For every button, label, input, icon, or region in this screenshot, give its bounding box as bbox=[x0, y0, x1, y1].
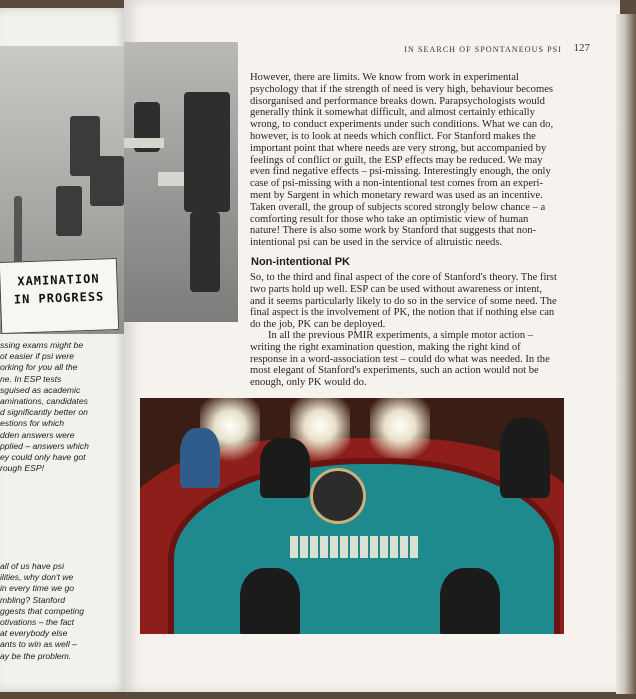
sign-line-1: XAMINATION bbox=[17, 271, 100, 289]
paragraph-pmir bbox=[250, 330, 568, 389]
text-line: response in a word-association test – could do what was needed. In the bbox=[250, 353, 550, 365]
caption-exam bbox=[0, 340, 118, 474]
page-number: 127 bbox=[573, 42, 590, 54]
sign-line-2: IN PROGRESS bbox=[13, 289, 105, 307]
desk bbox=[124, 138, 164, 148]
text-line: even find negative effects – psi-missing. Interestingly enough, the only bbox=[250, 166, 551, 178]
running-head: IN SEARCH OF SPONTANEOUS PSI bbox=[404, 45, 562, 54]
text-line: So, to the third and final aspect of the core of Stanford's theory. The first bbox=[250, 272, 557, 283]
betting-grid bbox=[290, 536, 420, 558]
caption-line: ggests that competing bbox=[0, 605, 85, 616]
caption-line: aminations, candidates bbox=[0, 396, 88, 407]
text-line: generally think it somewhat difficult, and almost certainly ethically bbox=[250, 107, 535, 119]
text-line: In all the previous PMIR experiments, a simple motor action – bbox=[268, 330, 534, 341]
caption-line: otivations – the fact bbox=[0, 617, 75, 628]
player-figure bbox=[260, 438, 310, 498]
caption-line: ants to win as well – bbox=[0, 639, 77, 650]
caption-line: ey could only have got bbox=[0, 452, 86, 463]
text-line: nature! There is also some work by Stanford that suggests that non- bbox=[250, 225, 537, 237]
caption-line: sguised as academic bbox=[0, 384, 81, 395]
caption-line: in every time we go bbox=[0, 583, 75, 594]
caption-line: all of us have psi bbox=[0, 561, 65, 571]
text-line: wrong, to conduct experiments under such conditions. What we can do, bbox=[250, 119, 554, 131]
section-heading: Non-intentional PK bbox=[251, 256, 350, 268]
caption-line: rough ESP! bbox=[0, 463, 44, 474]
text-line: feelings of conflict or guilt, the ESP effects may be reduced. We may bbox=[250, 154, 543, 166]
player-figure bbox=[240, 568, 300, 634]
caption-gambling bbox=[0, 561, 118, 662]
text-line: psychology that if the strength of need is very high, behaviour becomes bbox=[250, 83, 554, 95]
text-line: ment by Sargent in which monetary reward was used as an incentive. bbox=[250, 189, 543, 201]
player-figure bbox=[180, 428, 220, 488]
text-line: intentional psi can be used in the service of altruistic needs. bbox=[250, 237, 503, 249]
text-line: comforting result for those who take an optimistic view of human bbox=[250, 213, 529, 225]
text-line: most elegant of Stanford's experiments, such an action would not be bbox=[250, 365, 539, 377]
caption-line: dden answers were bbox=[0, 429, 75, 440]
examination-in-progress-sign bbox=[0, 258, 119, 334]
text-line: enough, only PK would do. bbox=[250, 377, 367, 389]
text-line: important point that where needs are very strong, but accompanied by bbox=[250, 142, 547, 154]
player-figure bbox=[500, 418, 550, 498]
caption-line: ssing exams might be bbox=[0, 340, 84, 350]
text-line: however, is to look at needs which conflict. For Stanford makes the bbox=[250, 130, 536, 142]
caption-line: ne. In ESP tests bbox=[0, 373, 62, 384]
player-figure bbox=[440, 568, 500, 634]
text-line: do the job, PK can be deployed. bbox=[250, 319, 386, 331]
caption-line: pplied – answers which bbox=[0, 440, 89, 451]
paragraph-limits bbox=[250, 72, 568, 249]
text-line: and it seems particularly likely to do so in the service of some need. The bbox=[250, 295, 557, 307]
student-figure bbox=[56, 186, 82, 236]
text-line: However, there are limits. We know from work in experimental bbox=[250, 72, 519, 83]
text-line: two parts hold up well. ESP can be used without awareness or intent, bbox=[250, 283, 543, 295]
exam-hall-photo-right bbox=[124, 42, 238, 322]
caption-line: ay be the problem. bbox=[0, 650, 72, 661]
text-line: Taken overall, the group of subjects scored strongly below chance – a bbox=[250, 201, 546, 213]
roulette-table-photo bbox=[140, 398, 564, 634]
caption-line: ilities, why don't we bbox=[0, 572, 74, 583]
roulette-wheel bbox=[310, 468, 366, 524]
page-edge bbox=[616, 14, 636, 694]
paragraph-stanford-theory bbox=[250, 272, 568, 331]
caption-line: estions for which bbox=[0, 418, 65, 429]
text-line: case of psi-missing with a non-intentional test comes from an experi- bbox=[250, 178, 544, 190]
text-line: writing the right examination question, making the right kind of bbox=[250, 341, 521, 353]
student-legs bbox=[190, 212, 220, 292]
text-line: disorganised and performance breaks down. Parapsychologists would bbox=[250, 95, 545, 107]
caption-line: orking for you all the bbox=[0, 362, 78, 373]
caption-line: d significantly better on bbox=[0, 407, 88, 418]
text-line: final aspect is the involvement of PK, the notion that if nothing else can bbox=[250, 307, 555, 319]
student-figure bbox=[90, 156, 124, 206]
caption-line: ot easier if psi were bbox=[0, 351, 75, 362]
caption-line: at everybody else bbox=[0, 628, 68, 639]
caption-line: mbling? Stanford bbox=[0, 594, 65, 605]
left-page bbox=[0, 8, 128, 692]
student-figure bbox=[184, 92, 230, 212]
